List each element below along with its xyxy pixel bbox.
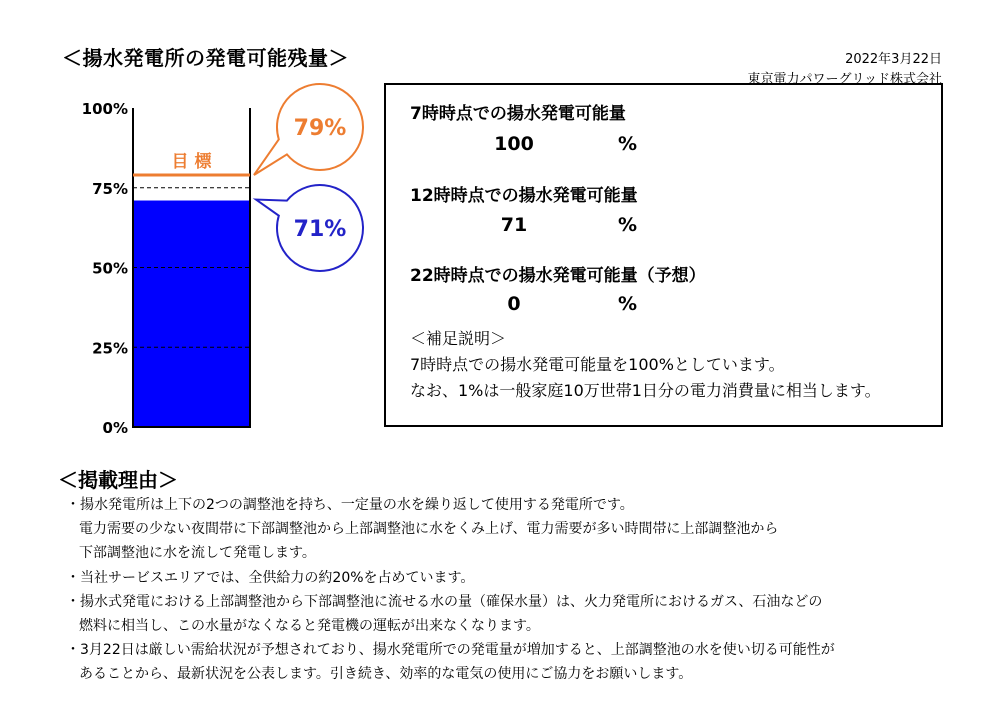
info-unit-7h: %	[618, 133, 638, 155]
note-title: ＜補足説明＞	[410, 329, 507, 348]
info-unit-12h: %	[618, 214, 638, 236]
y-tick-label: 50%	[92, 259, 128, 278]
reason-line: 電力需要の少ない夜間帯に下部調整池から上部調整池に水をくみ上げ、電力需要が多い時間帯に上部調整池から	[79, 521, 779, 537]
current-callout-value: 71%	[293, 217, 347, 242]
info-value-12h: 71	[500, 214, 528, 236]
y-tick-label: 25%	[92, 339, 128, 358]
info-heading-22h: 22時時点での揚水発電可能量（予想）	[410, 266, 706, 286]
capacity-info-box	[384, 83, 943, 427]
reason-line: ・揚水式発電における上部調整池から下部調整池に流せる水の量（確保水量）は、火力発電所におけるガス、石油などの	[66, 594, 823, 610]
y-tick-label: 0%	[102, 419, 128, 437]
publish-date: 2022年3月22日	[845, 52, 942, 67]
reason-line: 燃料に相当し、この水量がなくなると発電機の運転が出来なくなります。	[79, 618, 540, 634]
remaining-level-bar	[133, 201, 250, 427]
reservoir-chart	[0, 80, 380, 440]
info-unit-22h: %	[618, 293, 638, 315]
info-heading-12h: 12時時点での揚水発電可能量	[410, 186, 638, 206]
organization-name: 東京電力パワーグリッド株式会社	[747, 72, 942, 87]
reason-line: あることから、最新状況を公表します。引き続き、効率的な電気の使用にご協力をお願いします。	[79, 666, 693, 682]
note-line: なお、1%は一般家庭10万世帯1日分の電力消費量に相当します。	[410, 381, 881, 400]
target-callout-value: 79%	[293, 116, 347, 141]
info-value-7h: 100	[494, 133, 534, 155]
reason-line: ・3月22日は厳しい需給状況が予想されており、揚水発電所での発電量が増加すると、上部調整池の水を使い切る可能性が	[66, 642, 835, 658]
reason-line: 下部調整池に水を流して発電します。	[79, 545, 316, 561]
reasons-title: ＜掲載理由＞	[58, 468, 178, 492]
page-title: ＜揚水発電所の発電可能残量＞	[62, 46, 349, 70]
info-value-22h: 0	[507, 293, 521, 315]
reason-line: ・揚水発電所は上下の2つの調整池を持ち、一定量の水を繰り返して使用する発電所です。	[66, 497, 634, 513]
target-label: 目 標	[171, 151, 212, 172]
reason-line: ・当社サービスエリアでは、全供給力の約20%を占めています。	[66, 570, 475, 586]
y-tick-label: 75%	[92, 179, 128, 198]
info-heading-7h: 7時時点での揚水発電可能量	[410, 104, 626, 124]
note-line: 7時時点での揚水発電可能量を100%としています。	[410, 355, 785, 374]
y-tick-label: 100%	[81, 100, 128, 118]
